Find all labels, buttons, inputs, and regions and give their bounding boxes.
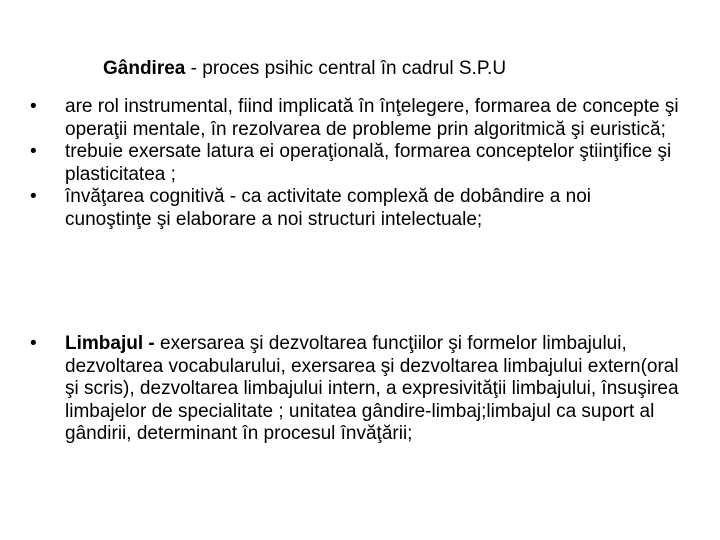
bullet-list-thinking [30, 96, 680, 232]
bullet-icon: • [30, 333, 37, 354]
list-item [30, 186, 680, 231]
bullet-text: are rol instrumental, fiind implicată în înţelegere, formarea de concepte şi operaţii mentale, în rezolvarea de probleme prin algoritmică şi euristică; [65, 96, 679, 140]
bullet-list-language [30, 333, 680, 446]
title-rest: - proces psihic central în cadrul S.P.U [185, 58, 507, 79]
list-item [30, 333, 680, 446]
list-item [30, 96, 680, 141]
bullet-text: trebuie exersate latura ei operaţională, formarea conceptelor ştiinţifice şi plasticitatea ; [65, 141, 672, 185]
slide-title [103, 57, 506, 81]
bullet-icon: • [30, 186, 37, 208]
list-item [30, 141, 680, 186]
bullet-icon: • [30, 96, 37, 117]
bullet-icon: • [30, 141, 37, 163]
bullet-lead-label: Limbajul - [65, 333, 160, 354]
title-bold-part: Gândirea [103, 58, 186, 79]
bullet-text: exersarea şi dezvoltarea funcţiilor şi formelor limbajului, dezvoltarea vocabularului, exersarea şi dezvoltarea limbajului extern(oral şi scris), dezvoltarea limbajului intern, a expresivităţii limbajului, însuşirea limbajelor de specialitate ; unitatea gândire-limbaj;limbajul ca suport al gândirii, determinant în procesul învăţării; [65, 333, 679, 445]
bullet-text: învăţarea cognitivă - ca activitate complexă de dobândire a noi cunoştinţe şi elaborare a noi structuri intelectuale; [65, 186, 591, 230]
